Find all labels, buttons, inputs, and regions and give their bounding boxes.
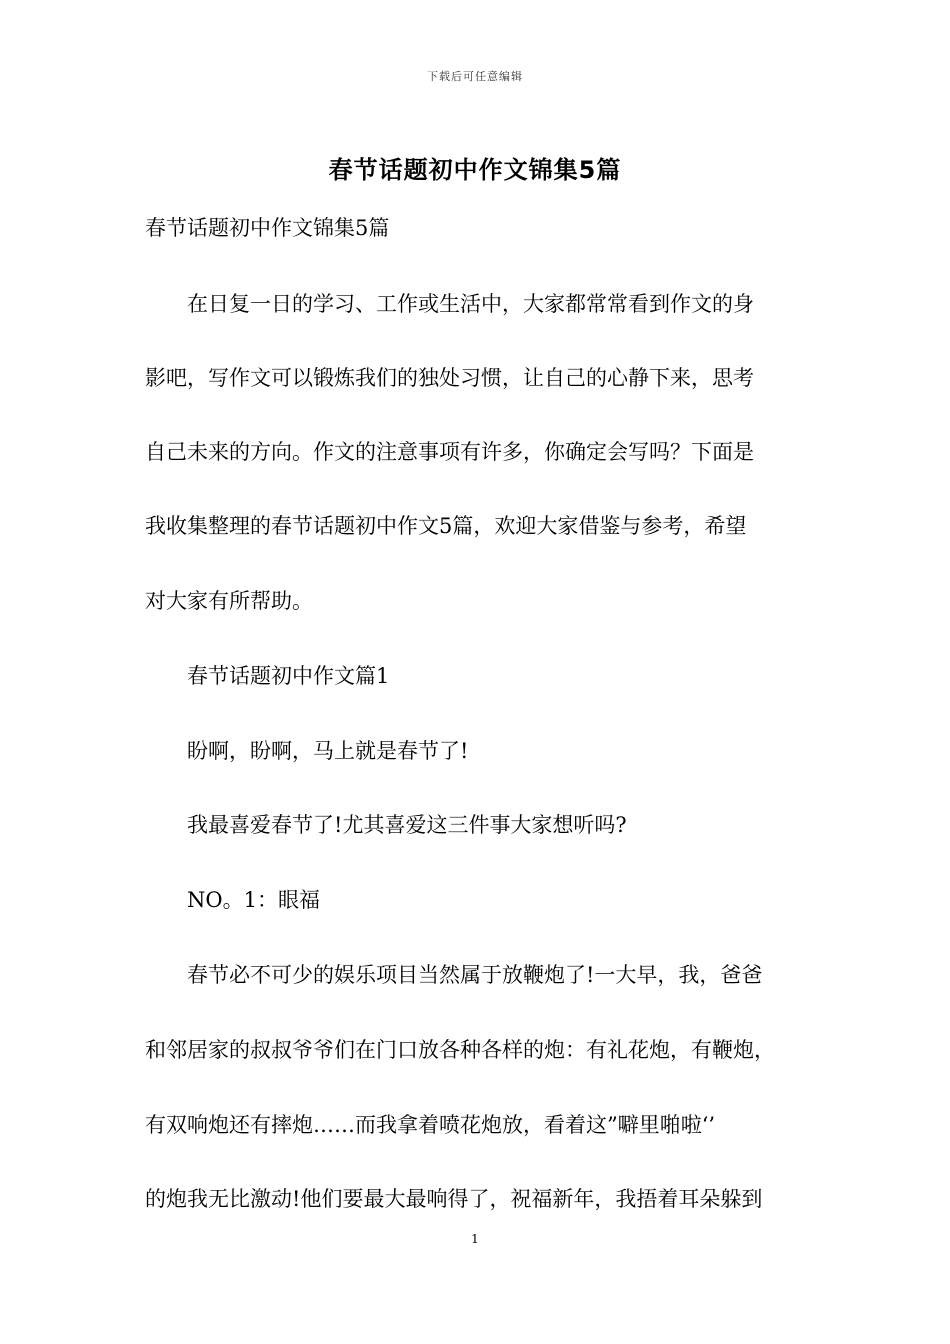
subtitle-line: 春节话题初中作文锦集5篇 — [145, 216, 390, 240]
paragraph-line: NO。1：眼福 — [145, 888, 320, 912]
paragraph-line: 对大家有所帮助。 — [145, 589, 313, 613]
paragraph-line: 我收集整理的春节话题初中作文5篇，欢迎大家借鉴与参考，希望 — [145, 514, 747, 538]
paragraph-line: 自己未来的方向。作文的注意事项有许多，你确定会写吗？下面是 — [145, 440, 754, 464]
section-heading: 春节话题初中作文篇1 — [145, 664, 390, 688]
paragraph-line: 有双响炮还有摔炮……而我拿着喷花炮放，看着这”噼里啪啦‘’ — [145, 1113, 716, 1137]
paragraph-line: 我最喜爱春节了!尤其喜爱这三件事大家想听吗? — [145, 813, 627, 837]
paragraph-line: 在日复一日的学习、工作或生活中，大家都常常看到作文的身 — [145, 292, 754, 316]
paragraph-line: 春节必不可少的娱乐项目当然属于放鞭炮了!一大早，我，爸爸 — [145, 963, 763, 987]
document-title: 春节话题初中作文锦集5篇 — [328, 156, 622, 184]
paragraph-line: 和邻居家的叔叔爷爷们在门口放各种各样的炮：有礼花炮，有鞭炮， — [145, 1038, 775, 1062]
page-number: 1 — [471, 1232, 479, 1246]
paragraph-line: 影吧，写作文可以锻炼我们的独处习惯，让自己的心静下来，思考 — [145, 366, 754, 390]
paragraph-line: 的炮我无比激动!他们要最大最响得了，祝福新年，我捂着耳朵躲到 — [145, 1187, 763, 1211]
header-note: 下载后可任意编辑 — [427, 70, 523, 83]
paragraph-line: 盼啊，盼啊，马上就是春节了! — [145, 739, 469, 763]
